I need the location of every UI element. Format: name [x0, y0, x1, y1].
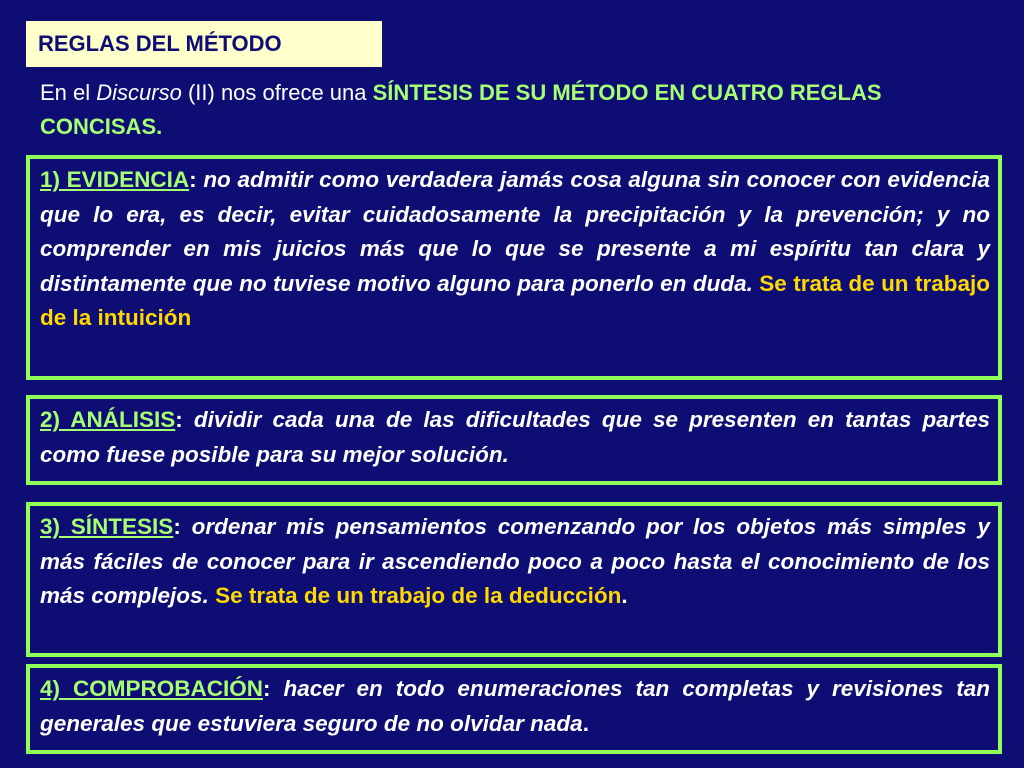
- rule-colon: :: [175, 407, 194, 432]
- rule-colon: :: [262, 676, 284, 701]
- rule-end-comprobacion: .: [582, 710, 589, 736]
- rule-text-sintesis: ordenar mis pensamientos comenzando por los objetos más simples y más fáciles de conocer para ir ascendiendo poco a poco hasta el conocimiento de los más complejos.: [40, 514, 990, 608]
- rule-heading-evidencia: 1) EVIDENCIA: [40, 167, 190, 192]
- rule-box-comprobacion: [26, 664, 1002, 754]
- rule-text-comprobacion: hacer en todo enumeraciones tan completas y revisiones tan generales que estuviera seguro de no olvidar nada: [40, 676, 990, 736]
- rule-box-evidencia: [26, 155, 1002, 380]
- intro-highlight: SÍNTESIS DE SU MÉTODO EN CUATRO REGLAS CONCISAS.: [40, 80, 882, 139]
- rule-note-sintesis: Se trata de un trabajo de la deducción: [208, 583, 622, 608]
- rule-colon: :: [189, 167, 204, 192]
- rule-box-analisis: [26, 395, 1002, 485]
- rule-text-analisis: dividir cada una de las dificultades que se presenten en tantas partes como fuese posible para su mejor solución.: [40, 407, 990, 467]
- intro-text-2: (II) nos ofrece una: [181, 80, 373, 105]
- rule-text-evidencia: no admitir como verdadera jamás cosa alguna sin conocer con evidencia que lo era, es decir, evitar cuidadosamente la precipitación y la prevención; y no comprender en mis juicios más que lo que se presente a mi espíritu tan clara y distintamente que no tuviese motivo alguno para ponerlo en duda.: [40, 167, 990, 296]
- rule-end-sintesis: .: [621, 583, 628, 608]
- rule-heading-analisis: 2) ANÁLISIS: [40, 407, 176, 432]
- page-title: REGLAS DEL MÉTODO: [38, 31, 282, 56]
- intro-text-1: En el: [40, 80, 97, 105]
- title-box: [26, 21, 382, 67]
- intro-discurso: Discurso: [96, 80, 182, 105]
- intro-paragraph: [40, 76, 980, 144]
- rule-heading-sintesis: 3) SÍNTESIS: [40, 514, 174, 539]
- rule-box-sintesis: [26, 502, 1002, 657]
- rule-colon: :: [173, 514, 192, 539]
- rule-heading-comprobacion: 4) COMPROBACIÓN: [40, 676, 263, 701]
- rule-note-evidencia: Se trata de un trabajo de la intuición: [40, 270, 990, 330]
